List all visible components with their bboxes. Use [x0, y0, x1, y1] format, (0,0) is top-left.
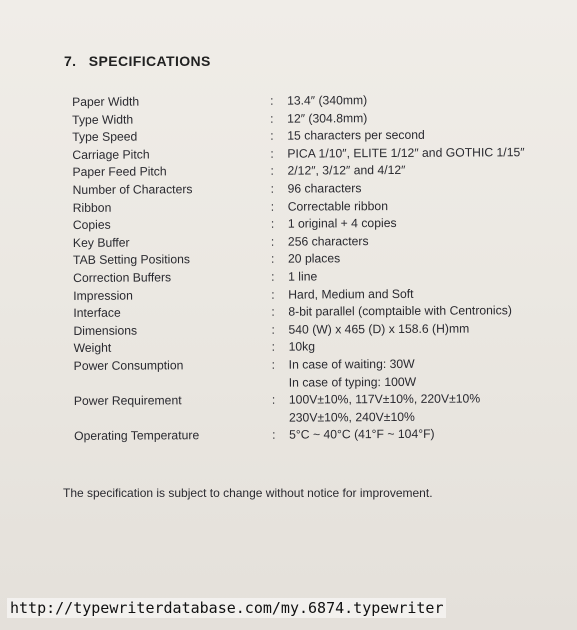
spec-label: Copies: [72, 217, 111, 233]
spec-separator: :: [270, 181, 275, 196]
spec-separator: :: [270, 252, 275, 267]
spec-separator: :: [270, 216, 275, 231]
spec-separator: :: [270, 199, 275, 214]
spec-separator: :: [271, 392, 276, 407]
spec-label: Type Speed: [72, 129, 138, 145]
footnote: The specification is subject to change without notice for improvement.: [63, 486, 433, 500]
spec-value: [288, 284, 577, 303]
spec-value: [287, 91, 577, 110]
spec-value-line: PICA 1/10″, ELITE 1/12″ and GOTHIC 1/15″: [287, 144, 525, 161]
spec-value: [288, 179, 577, 198]
spec-label: Power Consumption: [73, 358, 184, 373]
spec-value-line: Hard, Medium and Soft: [288, 286, 414, 302]
spec-value-line: 13.4″ (340mm): [287, 93, 368, 108]
spec-label: Correction Buffers: [73, 270, 172, 285]
spec-value-line: 12″ (304.8mm): [287, 110, 368, 126]
spec-separator: :: [270, 128, 274, 143]
spec-value-line: 8-bit parallel (comptaible with Centronics): [288, 303, 512, 319]
spec-value: [288, 249, 577, 268]
spec-value: [289, 355, 577, 392]
spec-label: Paper Feed Pitch: [72, 164, 167, 180]
spec-label: Number of Characters: [72, 182, 193, 197]
spec-label: Operating Temperature: [74, 428, 200, 444]
spec-label: Power Requirement: [73, 393, 182, 409]
spec-separator: :: [270, 111, 274, 126]
spec-value-line: Correctable ribbon: [287, 198, 388, 214]
spec-value: [289, 337, 577, 356]
spec-value-line: 540 (W) x 465 (D) x 158.6 (H)mm: [288, 321, 470, 337]
spec-label: Dimensions: [73, 323, 138, 338]
watermark-url: http://typewriterdatabase.com/my.6874.typewriter: [7, 598, 446, 618]
spec-separator: :: [271, 340, 275, 355]
spec-separator: :: [270, 234, 275, 249]
spec-value: [288, 302, 577, 321]
specifications-table: [64, 91, 577, 446]
spec-value: [288, 320, 577, 339]
spec-value-line: 20 places: [287, 251, 341, 266]
spec-value-line: 5°C ~ 40°C (41°F ~ 104°F): [289, 427, 435, 442]
spec-value-line: 96 characters: [287, 181, 362, 196]
section-heading: [64, 53, 211, 69]
spec-value-line: 256 characters: [287, 233, 369, 249]
spec-row: [66, 355, 577, 393]
spec-value: [289, 390, 577, 427]
spec-value-line: 15 characters per second: [287, 127, 425, 143]
spec-value: [287, 108, 577, 127]
spec-separator: :: [270, 93, 274, 108]
spec-value: [289, 425, 577, 444]
spec-label: Paper Width: [72, 94, 140, 109]
spec-value-line: 230V±10%, 240V±10%: [288, 409, 415, 425]
spec-value-line: 2/12″, 3/12″ and 4/12″: [287, 163, 406, 179]
spec-row: [66, 390, 577, 428]
spec-value: [288, 267, 577, 286]
spec-label: Interface: [73, 305, 121, 321]
spec-row: [66, 425, 577, 446]
spec-value-line: 1 original + 4 copies: [287, 216, 397, 231]
spec-label: Ribbon: [72, 200, 112, 215]
spec-value-line: 100V±10%, 117V±10%, 220V±10%: [288, 391, 481, 407]
spec-value: [288, 214, 577, 233]
spec-value: [288, 232, 577, 251]
spec-value: [288, 196, 577, 215]
spec-label: Weight: [73, 341, 112, 356]
spec-label: Carriage Pitch: [72, 147, 150, 162]
spec-value: [287, 126, 577, 145]
spec-separator: :: [270, 164, 274, 179]
spec-separator: :: [271, 287, 275, 302]
spec-separator: :: [271, 269, 275, 284]
spec-label: Type Width: [72, 112, 134, 127]
section-number: 7.: [64, 53, 77, 69]
spec-value-line: 1 line: [288, 269, 318, 284]
spec-separator: :: [271, 322, 275, 337]
section-title: SPECIFICATIONS: [88, 53, 211, 69]
spec-value-line: 10kg: [288, 339, 316, 354]
spec-separator: :: [271, 304, 275, 319]
spec-label: Impression: [73, 288, 133, 303]
spec-value-line: In case of typing: 100W: [288, 374, 417, 390]
spec-label: Key Buffer: [72, 235, 130, 250]
spec-separator: :: [272, 427, 276, 443]
spec-value: [287, 144, 577, 163]
spec-value-line: In case of waiting: 30W: [288, 356, 415, 372]
spec-label: TAB Setting Positions: [72, 252, 191, 268]
spec-separator: :: [271, 357, 276, 372]
spec-value: [287, 161, 577, 180]
spec-separator: :: [270, 146, 274, 161]
